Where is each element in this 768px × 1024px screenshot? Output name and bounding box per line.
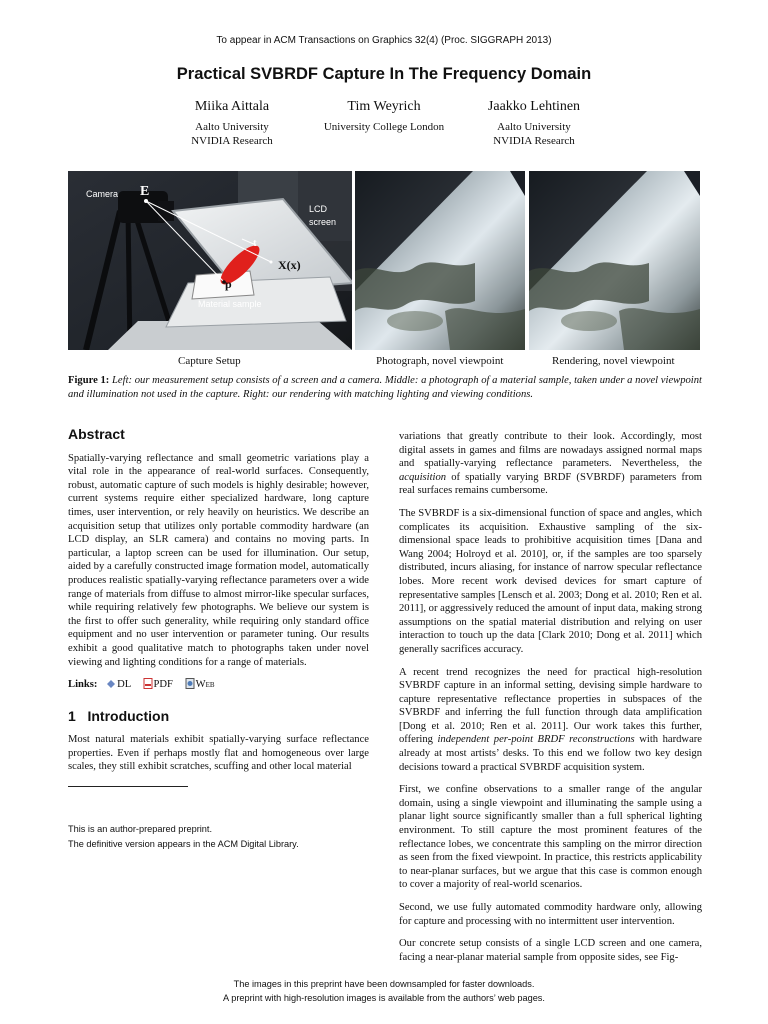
links-row: [68, 678, 369, 692]
dl-icon: [106, 678, 116, 689]
left-column: [68, 428, 369, 783]
paragraph: Second, we use fully automated commodity hardware only, allowing for capture and processing with no intermittent user intervention.: [399, 902, 702, 927]
author-affiliation: NVIDIA Research: [493, 134, 575, 147]
caption-lead: Figure 1:: [68, 375, 110, 386]
section-number: 1: [68, 707, 76, 724]
links-label: Links:: [68, 679, 98, 691]
web-icon: [185, 678, 195, 689]
paragraph: First, we confine observations to a smaller range of the angular domain, using a single viewpoint and illuminating the sample using a planar light source significantly smaller than a full spherical lighting environment. To still capture the most prominent features of the reflectance lobes, we concentrate this sampling on the mirror direction as seen from the fixed viewpoint. In practice, this restricts applicability to near-planar surfaces, but we argue that this case is common enough to cover a majority of real-world scenarios.: [399, 784, 702, 891]
material-sample-label: Material sample: [198, 299, 262, 309]
dl-link-text: DL: [117, 679, 131, 691]
web-link[interactable]: [185, 679, 215, 690]
right-column: [399, 430, 702, 973]
section-title: Introduction: [87, 707, 170, 724]
author-affiliation: University College London: [323, 121, 445, 133]
abstract-body: Spatially-varying reflectance and small geometric variations play a vital role in the appearance of real-world surfaces. Consequently, robust, automatic capture of such models is highly desirable; however, current systems require either specialized hardware, long capture times, user intervention, or rely heavily on heuristics. We describe an acquisition setup that utilizes only portable commodity hardware (an LCD display, an SLR camera) and contains no moving parts. In particular, a laptop screen can be used for illumination. Our setup, aided by a carefully constructed image formation model, automatically produces realistic spatially-varying reflectance parameters over a wide range of materials from diffuse to almost mirror-like specular surfaces, while requiring relatively few photographs. We believe our system is the first to offer such generality, while requiring only standard office equipment and no user intervention or parameter tuning. Our results exhibit a good qualitative match to photographs taken under novel viewing and lighting conditions for a range of materials.: [68, 452, 369, 668]
photograph-image: [355, 171, 525, 350]
author-name: Tim Weyrich: [347, 99, 421, 114]
camera-label: Camera: [86, 189, 119, 199]
t-label: t: [253, 237, 257, 249]
e-label: E: [140, 184, 150, 199]
running-header: To appear in ACM Transactions on Graphics 32(4) (Proc. SIGGRAPH 2013): [216, 35, 552, 46]
author-name: Miika Aittala: [194, 99, 270, 114]
author-affiliation: NVIDIA Research: [191, 134, 273, 147]
emphasis: independent per-point BRDF reconstructions: [437, 734, 635, 746]
paragraph-text: with hardware already at most artists’ desks. To this end we follow two key design decisions toward a practical SVBRDF acquisition system.: [399, 734, 702, 773]
caption-text: Left: our measurement setup consists of a screen and a camera. Middle: a photograph of a material sample, taken under a novel viewpoint and illumination not used in the capture. Right: our rendering with matching lighting and viewing conditions.: [68, 375, 702, 400]
bottom-note-line: A preprint with high-resolution images is available from the authors’ web pages.: [223, 993, 545, 1003]
paragraph-text: of spatially varying BRDF (SVBRDF) parameters from real surfaces remains cumbersome.: [399, 471, 702, 497]
web-link-text: Web: [195, 679, 215, 691]
paragraph: The SVBRDF is a six-dimensional function of space and angles, which complicates its acquisition. Exhaustive sampling of the six-dimensional space leads to prohibitive acquisition times [Dana and Wang 2004; Holroyd et al. 2010], or, if the samples are too sparsely distributed, incurs aliasing, for instance of narrow specular reflectance lobes. More recent work devised devices for smart capture of representative samples [Lensch et al. 2003; Dong et al. 2010; Ren et al. 2011], or aggressively reduced the amount of input data, making strong assumptions on the spatial material distribution and relying on user interaction to touch up the data [Clark 2010; Dong et al. 2011] which generally sacrifices accuracy.: [399, 507, 702, 655]
rendering-image: [529, 171, 700, 350]
paragraph: [399, 430, 702, 498]
dl-link[interactable]: [106, 679, 133, 690]
paragraph: Our concrete setup consists of a single LCD screen and one camera, facing a near-planar material sample from opposite sides, see Fig-: [399, 938, 702, 963]
pdf-icon: [143, 678, 153, 689]
author-affiliation: Aalto University: [497, 121, 571, 133]
pdf-link[interactable]: [143, 679, 176, 690]
author-name: Jaakko Lehtinen: [487, 99, 581, 114]
figure-label: Rendering, novel viewpoint: [552, 355, 675, 367]
x-label: X(x): [278, 258, 301, 272]
author-affiliation: Aalto University: [195, 121, 269, 133]
bottom-note-line: The images in this preprint have been downsampled for faster downloads.: [233, 979, 535, 989]
author-block: [434, 99, 634, 148]
capture-setup-image: [68, 171, 352, 350]
screen-label: screen: [309, 217, 337, 227]
paragraph: [399, 666, 702, 775]
introduction-heading: [68, 707, 369, 724]
paper-title: Practical SVBRDF Capture In The Frequency Domain: [176, 65, 592, 83]
figure-label: Photograph, novel viewpoint: [376, 355, 504, 367]
preprint-note: [68, 822, 299, 851]
preprint-note-line: This is an author-prepared preprint.: [68, 824, 213, 834]
pdf-link-text: PDF: [153, 679, 173, 691]
preprint-note-line: The definitive version appears in the ACM Digital Library.: [68, 838, 299, 849]
paragraph-text: A recent trend recognizes the need for practical high-resolution SVBRDF capture in an informal setting, devising simple hardware to capture representative reflectance properties in subspaces of the SVBRDF and inferring the full function through data amplification [Dong et al. 2010; Ren et al. 2011]. Our work takes this further, offering: [399, 666, 702, 746]
figure-label: Capture Setup: [178, 355, 241, 367]
introduction-body: Most natural materials exhibit spatially-varying surface reflectance properties. Even if perhaps mostly flat and homogeneous over large scales, they still exhibit scratches, scuffing and other local material: [68, 734, 369, 773]
figure-caption: [68, 374, 702, 401]
lcd-label: LCD: [309, 204, 328, 214]
p-label: p: [225, 277, 232, 291]
abstract-heading: Abstract: [68, 426, 125, 442]
paragraph-text: variations that greatly contribute to their look. Accordingly, most digital assets in games and films are nowadays assigned normal maps and spatially-varying reflectance parameters. Nevertheless, the: [399, 431, 702, 470]
bottom-note: [0, 977, 768, 1005]
emphasis: acquisition: [399, 471, 447, 483]
footnote-rule: [68, 786, 188, 787]
